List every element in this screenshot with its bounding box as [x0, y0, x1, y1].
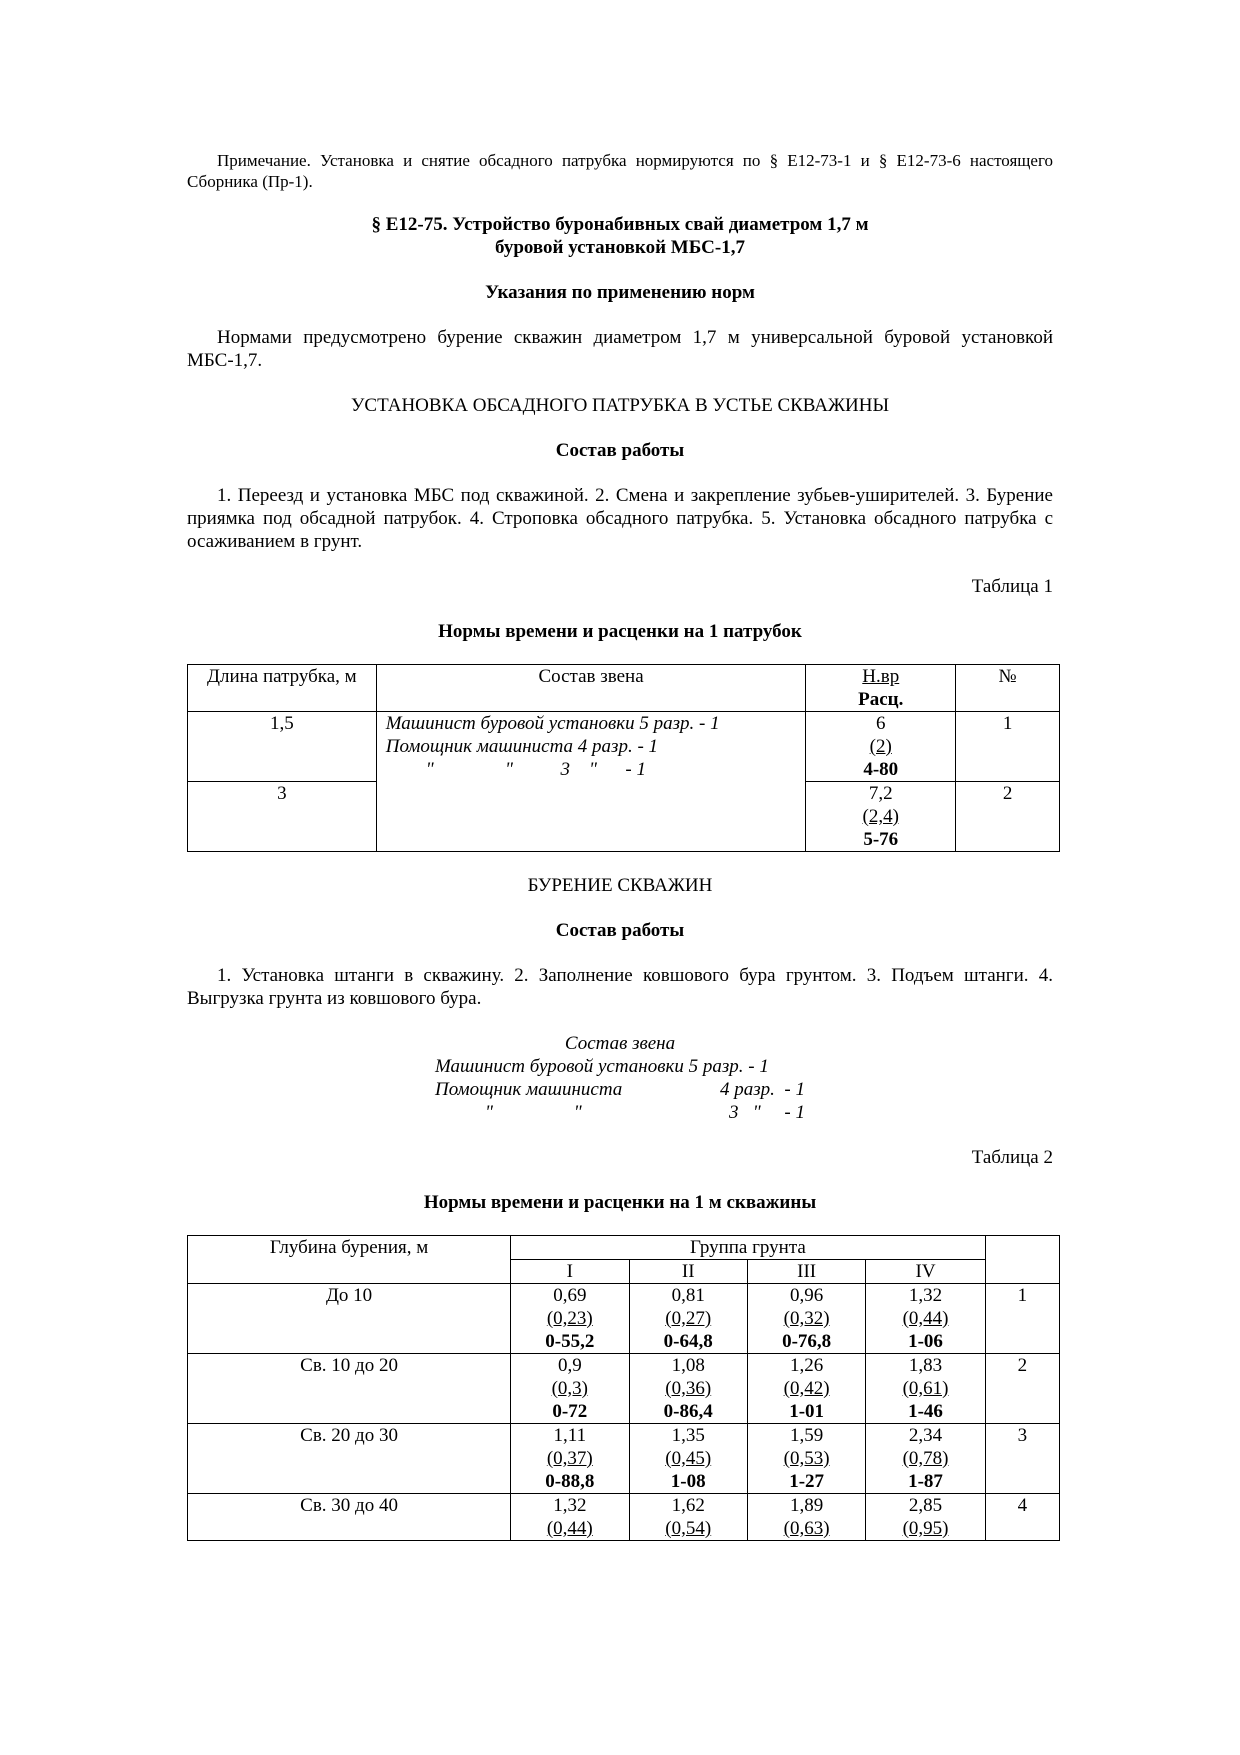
paren-value: (0,3)	[551, 1378, 589, 1399]
note-paragraph: Примечание. Установка и снятие обсадного патрубка нормируются по § Е12-73-1 и § Е12-73-6 настоящего Сборника (Пр-1).	[187, 151, 1053, 191]
cell-norm	[806, 782, 956, 852]
nvr-value: 6	[876, 713, 886, 734]
nvr-value: 1,83	[908, 1355, 943, 1376]
cell-norm	[629, 1424, 747, 1494]
cell-norm	[747, 1424, 865, 1494]
table-header-row	[188, 1236, 1060, 1260]
rate-value: 1-06	[908, 1331, 943, 1352]
nvr-value: 2,85	[908, 1495, 943, 1516]
header-group: III	[747, 1260, 865, 1284]
crew-line-left: Машинист буровой установки 5 разр. - 1	[435, 1056, 769, 1077]
section-title	[187, 213, 1053, 259]
rate-value: 0-88,8	[545, 1471, 595, 1492]
crew-line-left: " "	[485, 1102, 582, 1123]
nvr-value: 1,26	[790, 1355, 824, 1376]
header-nvr: Н.вр	[862, 666, 900, 687]
nvr-value: 1,89	[790, 1495, 824, 1516]
crew-line: Машинист буровой установки 5 разр. - 1	[385, 713, 720, 734]
header-num: №	[956, 665, 1060, 712]
paren-value: (2,4)	[862, 806, 899, 827]
cell-norm	[747, 1354, 865, 1424]
paren-value: (0,23)	[546, 1308, 593, 1329]
cell-norm	[747, 1284, 865, 1354]
section-title-line-2: буровой установкой МБС-1,7	[495, 237, 745, 258]
paren-value: (0,36)	[665, 1378, 712, 1399]
cell-norm	[866, 1424, 985, 1494]
section-title-line-1: § Е12-75. Устройство буронабивных свай диаметром 1,7 м	[371, 214, 869, 235]
cell-norm	[806, 712, 956, 782]
cell-num: 4	[985, 1494, 1059, 1541]
crew-line	[435, 1055, 805, 1078]
table2-title: Нормы времени и расценки на 1 м скважины	[423, 1192, 817, 1213]
rate-value: 1-01	[789, 1401, 825, 1422]
table-2	[187, 1235, 1060, 1541]
nvr-value: 7,2	[868, 783, 893, 804]
cell-norm	[629, 1354, 747, 1424]
paren-value: (0,63)	[783, 1518, 830, 1539]
table1-title: Нормы времени и расценки на 1 патрубок	[438, 621, 802, 642]
part2-work-paragraph: 1. Установка штанги в скважину. 2. Заполнение ковшового бура грунтом. 3. Подъем штанги. 4. Выгрузка грунта из ковшового бура.	[187, 965, 1053, 1009]
paren-value: (0,45)	[665, 1448, 712, 1469]
part2-crew-list	[435, 1055, 805, 1124]
paren-value: (0,53)	[783, 1448, 830, 1469]
rate-value: 1-08	[670, 1471, 706, 1492]
cell-norm	[629, 1284, 747, 1354]
cell-norm	[511, 1354, 629, 1424]
crew-line	[435, 1101, 805, 1124]
nvr-value: 0,81	[671, 1285, 705, 1306]
crew-line-right: 4 разр. - 1	[720, 1079, 805, 1100]
table-header-row	[188, 665, 1060, 712]
rate-value: 1-27	[789, 1471, 825, 1492]
cell-norm	[866, 1284, 985, 1354]
nvr-value: 1,35	[671, 1425, 705, 1446]
rate-value: 0-55,2	[545, 1331, 595, 1352]
cell-num: 1	[985, 1284, 1059, 1354]
part2-work-heading: Состав работы	[555, 920, 685, 941]
paren-value: (2)	[869, 736, 892, 757]
paren-value: (0,61)	[902, 1378, 949, 1399]
header-group: II	[629, 1260, 747, 1284]
paren-value: (0,27)	[665, 1308, 712, 1329]
cell-length: 3	[188, 782, 377, 852]
rate-value: 1-46	[908, 1401, 943, 1422]
table-row	[188, 1284, 1060, 1354]
part1-title: УСТАНОВКА ОБСАДНОГО ПАТРУБКА В УСТЬЕ СКВАЖИНЫ	[350, 395, 890, 416]
cell-crew	[376, 712, 806, 852]
table1-label: Таблица 1	[971, 576, 1053, 597]
paren-value: (0,54)	[665, 1518, 712, 1539]
crew-line-right: 3 " - 1	[728, 1102, 805, 1123]
cell-norm	[866, 1494, 985, 1541]
crew-line: Помощник машиниста 4 разр. - 1	[385, 736, 659, 757]
rate-value: 0-72	[552, 1401, 588, 1422]
instructions-paragraph: Нормами предусмотрено бурение скважин диаметром 1,7 м универсальной буровой установкой МБС-1,7.	[187, 327, 1053, 371]
rate-value: 5-76	[863, 829, 899, 850]
header-num-empty	[985, 1236, 1059, 1284]
table-2-body	[188, 1284, 1060, 1541]
cell-depth: Св. 30 до 40	[188, 1494, 511, 1541]
part1-work-heading: Состав работы	[555, 440, 685, 461]
crew-line-left: Помощник машиниста	[435, 1079, 623, 1100]
cell-num: 2	[985, 1354, 1059, 1424]
rate-value: 0-86,4	[663, 1401, 713, 1422]
header-group: I	[511, 1260, 629, 1284]
cell-norm	[747, 1494, 865, 1541]
paren-value: (0,37)	[546, 1448, 593, 1469]
cell-depth: Св. 20 до 30	[188, 1424, 511, 1494]
nvr-value: 1,59	[790, 1425, 824, 1446]
nvr-value: 1,32	[553, 1495, 587, 1516]
rate-value: 0-64,8	[663, 1331, 713, 1352]
cell-num: 2	[956, 782, 1060, 852]
cell-depth: До 10	[188, 1284, 511, 1354]
rate-value: 1-87	[908, 1471, 943, 1492]
header-soil-group: Группа грунта	[511, 1236, 986, 1260]
nvr-value: 0,9	[557, 1355, 582, 1376]
document-page	[187, 150, 1053, 1541]
table2-label: Таблица 2	[971, 1147, 1053, 1168]
part2-title: БУРЕНИЕ СКВАЖИН	[527, 875, 713, 896]
part1-work-paragraph: 1. Переезд и установка МБС под скважиной. 2. Смена и закрепление зубьев-уширителей. 3. Бурение приямка под обсадной патрубок. 4. Строповка обсадного патрубка. 5. Установка обсадного патрубка с осаживанием в грунт.	[187, 485, 1053, 552]
rate-value: 4-80	[863, 759, 899, 780]
crew-line: " " 3 " - 1	[425, 759, 647, 780]
paren-value: (0,78)	[902, 1448, 949, 1469]
cell-norm	[511, 1284, 629, 1354]
paren-value: (0,32)	[783, 1308, 830, 1329]
nvr-value: 1,08	[671, 1355, 705, 1376]
cell-norm	[629, 1494, 747, 1541]
rate-value: 0-76,8	[782, 1331, 832, 1352]
crew-line	[435, 1078, 805, 1101]
paren-value: (0,44)	[902, 1308, 949, 1329]
paren-value: (0,95)	[902, 1518, 949, 1539]
paren-value: (0,42)	[783, 1378, 830, 1399]
nvr-value: 1,11	[553, 1425, 587, 1446]
nvr-value: 0,69	[553, 1285, 587, 1306]
nvr-value: 1,32	[908, 1285, 943, 1306]
nvr-value: 2,34	[908, 1425, 943, 1446]
nvr-value: 0,96	[790, 1285, 824, 1306]
cell-num: 1	[956, 712, 1060, 782]
table-row	[188, 712, 1060, 782]
cell-norm	[866, 1354, 985, 1424]
cell-depth: Св. 10 до 20	[188, 1354, 511, 1424]
paren-value: (0,44)	[546, 1518, 593, 1539]
header-depth: Глубина бурения, м	[188, 1236, 511, 1284]
part2-crew-heading: Состав звена	[564, 1033, 676, 1054]
table-row	[188, 1354, 1060, 1424]
cell-length: 1,5	[188, 712, 377, 782]
cell-norm	[511, 1424, 629, 1494]
header-rasc: Расц.	[858, 689, 904, 710]
nvr-value: 1,62	[671, 1495, 705, 1516]
cell-norm	[511, 1494, 629, 1541]
table-1	[187, 664, 1060, 852]
header-group: IV	[866, 1260, 985, 1284]
instructions-heading: Указания по применению норм	[485, 282, 755, 303]
header-norm	[806, 665, 956, 712]
header-length: Длина патрубка, м	[188, 665, 377, 712]
table-row	[188, 1424, 1060, 1494]
table-row	[188, 1494, 1060, 1541]
cell-num: 3	[985, 1424, 1059, 1494]
header-crew: Состав звена	[376, 665, 806, 712]
